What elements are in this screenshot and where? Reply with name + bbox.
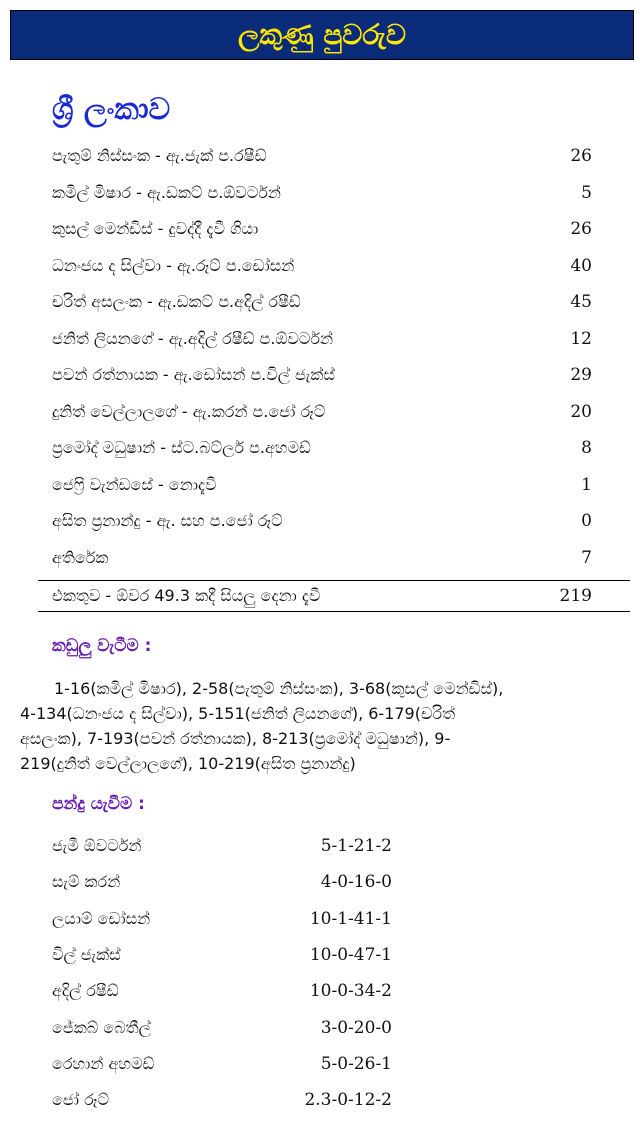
batting-row xyxy=(52,138,592,175)
batting-row xyxy=(52,175,592,212)
bowler-figures: 5-1-21-2 xyxy=(320,836,392,857)
batter-name: චරිත් අසලංක - ඇ.ඩකට් ප.අදිල් රෂීඩ් xyxy=(52,292,301,312)
batter-runs: 12 xyxy=(570,328,592,349)
total-top-rule xyxy=(38,580,630,581)
bowling-table xyxy=(52,828,392,1118)
batter-runs: 26 xyxy=(570,219,592,240)
batting-row xyxy=(52,394,592,431)
fow-line: 219(දුනිත් වෙල්ලාලගේ), 10-219(අසිත ප්‍රනාන්දු) xyxy=(20,754,356,773)
batting-row xyxy=(52,467,592,504)
banner-title: ලකුණු පුවරුව xyxy=(238,18,406,51)
batter-name: කුසල් මෙන්ඩිස් - දුවද්දී දැවී ගියා xyxy=(52,219,259,239)
bowler-figures: 3-0-20-0 xyxy=(320,1017,392,1038)
bowler-name: ජැමී ඕවර්ටන් xyxy=(52,836,142,856)
batter-name: ප්‍රමෝද් මධුෂාන් - ස්ට.බට්ලර් ප.අහමඩ් xyxy=(52,438,311,458)
bowler-name: සැම් කරන් xyxy=(52,872,121,892)
bowler-figures: 10-0-34-2 xyxy=(309,981,392,1002)
bowling-row xyxy=(52,1046,392,1082)
bowling-row xyxy=(52,973,392,1009)
bowler-figures: 2.3-0-12-2 xyxy=(304,1090,392,1111)
total-row xyxy=(52,582,592,610)
batting-row xyxy=(52,430,592,467)
batter-runs: 1 xyxy=(581,474,592,495)
bowling-row xyxy=(52,901,392,937)
fow-heading: කඩුලු වැටීම : xyxy=(52,636,152,656)
extras-label: අතිරේක xyxy=(52,547,109,567)
batter-runs: 5 xyxy=(581,182,592,203)
team-title: ශ්‍රී ලංකාව xyxy=(52,92,171,127)
bowler-name: ලයාම් ඩෝසන් xyxy=(52,908,151,928)
total-bottom-rule xyxy=(38,611,630,612)
batter-name: කමිල් මිෂාර - ඇ.ඩකට් ප.ඕවර්ටන් xyxy=(52,182,281,202)
batter-runs: 26 xyxy=(570,146,592,167)
total-runs: 219 xyxy=(559,586,592,606)
bowler-name: ජෝ රූට් xyxy=(52,1090,109,1110)
batter-runs: 45 xyxy=(570,292,592,313)
batter-name: පැතුම් නිස්සංක - ඇ.ජැක් ප.රෂීඩ් xyxy=(52,146,267,166)
bowling-heading: පන්දු යැවීම : xyxy=(52,794,145,814)
batter-runs: 20 xyxy=(570,401,592,422)
fow-line: 4-134(ධනංජය ද සිල්වා), 5-151(ජනිත් ලියනගේ), 6-179(චරිත් xyxy=(20,704,456,723)
batting-row xyxy=(52,211,592,248)
fow-line: 1-16(කමිල් මිෂාර), 2-58(පැතුම් නිස්සංක), 3-68(කුසල් මෙන්ඩිස්), xyxy=(54,679,504,698)
batter-runs: 29 xyxy=(570,365,592,386)
batting-table xyxy=(52,138,592,576)
bowler-name: ජේකබ් බෙතීල් xyxy=(52,1017,151,1037)
batting-row xyxy=(52,248,592,285)
batter-runs: 0 xyxy=(581,511,592,532)
bowling-row xyxy=(52,828,392,864)
batter-name: පවන් රත්නායක - ඇ.ඩෝසන් ප.විල් ජැක්ස් xyxy=(52,365,335,385)
fall-of-wickets xyxy=(20,676,620,776)
bowler-figures: 4-0-16-0 xyxy=(320,872,392,893)
extras-row xyxy=(52,540,592,577)
total-label: එකතුව - ඕවර 49.3 කදී සියලු දෙනා දැවී xyxy=(52,586,321,605)
title-banner xyxy=(10,10,634,60)
bowling-row xyxy=(52,937,392,973)
batter-runs: 8 xyxy=(581,438,592,459)
fow-line: අසලංක), 7-193(පවන් රත්නායක), 8-213(ප්‍රමෝද් මධුෂාන්), 9- xyxy=(20,729,451,748)
batting-row xyxy=(52,321,592,358)
extras-runs: 7 xyxy=(581,547,592,568)
bowler-name: අදිල් රෂීඩ් xyxy=(52,981,119,1001)
batting-row xyxy=(52,284,592,321)
batter-runs: 40 xyxy=(570,255,592,276)
bowler-figures: 10-0-47-1 xyxy=(309,945,392,966)
batter-name: අසිත ප්‍රනාන්දු - ඇ. සහ ප.ජෝ රූට් xyxy=(52,511,283,531)
bowler-figures: 5-0-26-1 xyxy=(320,1053,392,1074)
batting-row xyxy=(52,503,592,540)
bowling-row xyxy=(52,1082,392,1118)
batter-name: ජෙෆ්‍රි වැන්ඩසේ - නොදැවී xyxy=(52,474,217,494)
batter-name: ජනිත් ලියනගේ - ඇ.අදිල් රෂීඩ් ප.ඕවර්ටන් xyxy=(52,328,333,348)
batter-name: දුනිත් වෙල්ලාලගේ - ඇ.කරන් ප.ජෝ රූට් xyxy=(52,401,326,421)
bowler-name: රෙහාන් අහමඩ් xyxy=(52,1053,155,1073)
bowler-name: විල් ජැක්ස් xyxy=(52,945,121,965)
batting-row xyxy=(52,357,592,394)
bowler-figures: 10-1-41-1 xyxy=(309,908,392,929)
bowling-row xyxy=(52,864,392,900)
bowling-row xyxy=(52,1009,392,1045)
batter-name: ධනංජය ද සිල්වා - ඇ.රූට් ප.ඩෝසන් xyxy=(52,255,295,275)
